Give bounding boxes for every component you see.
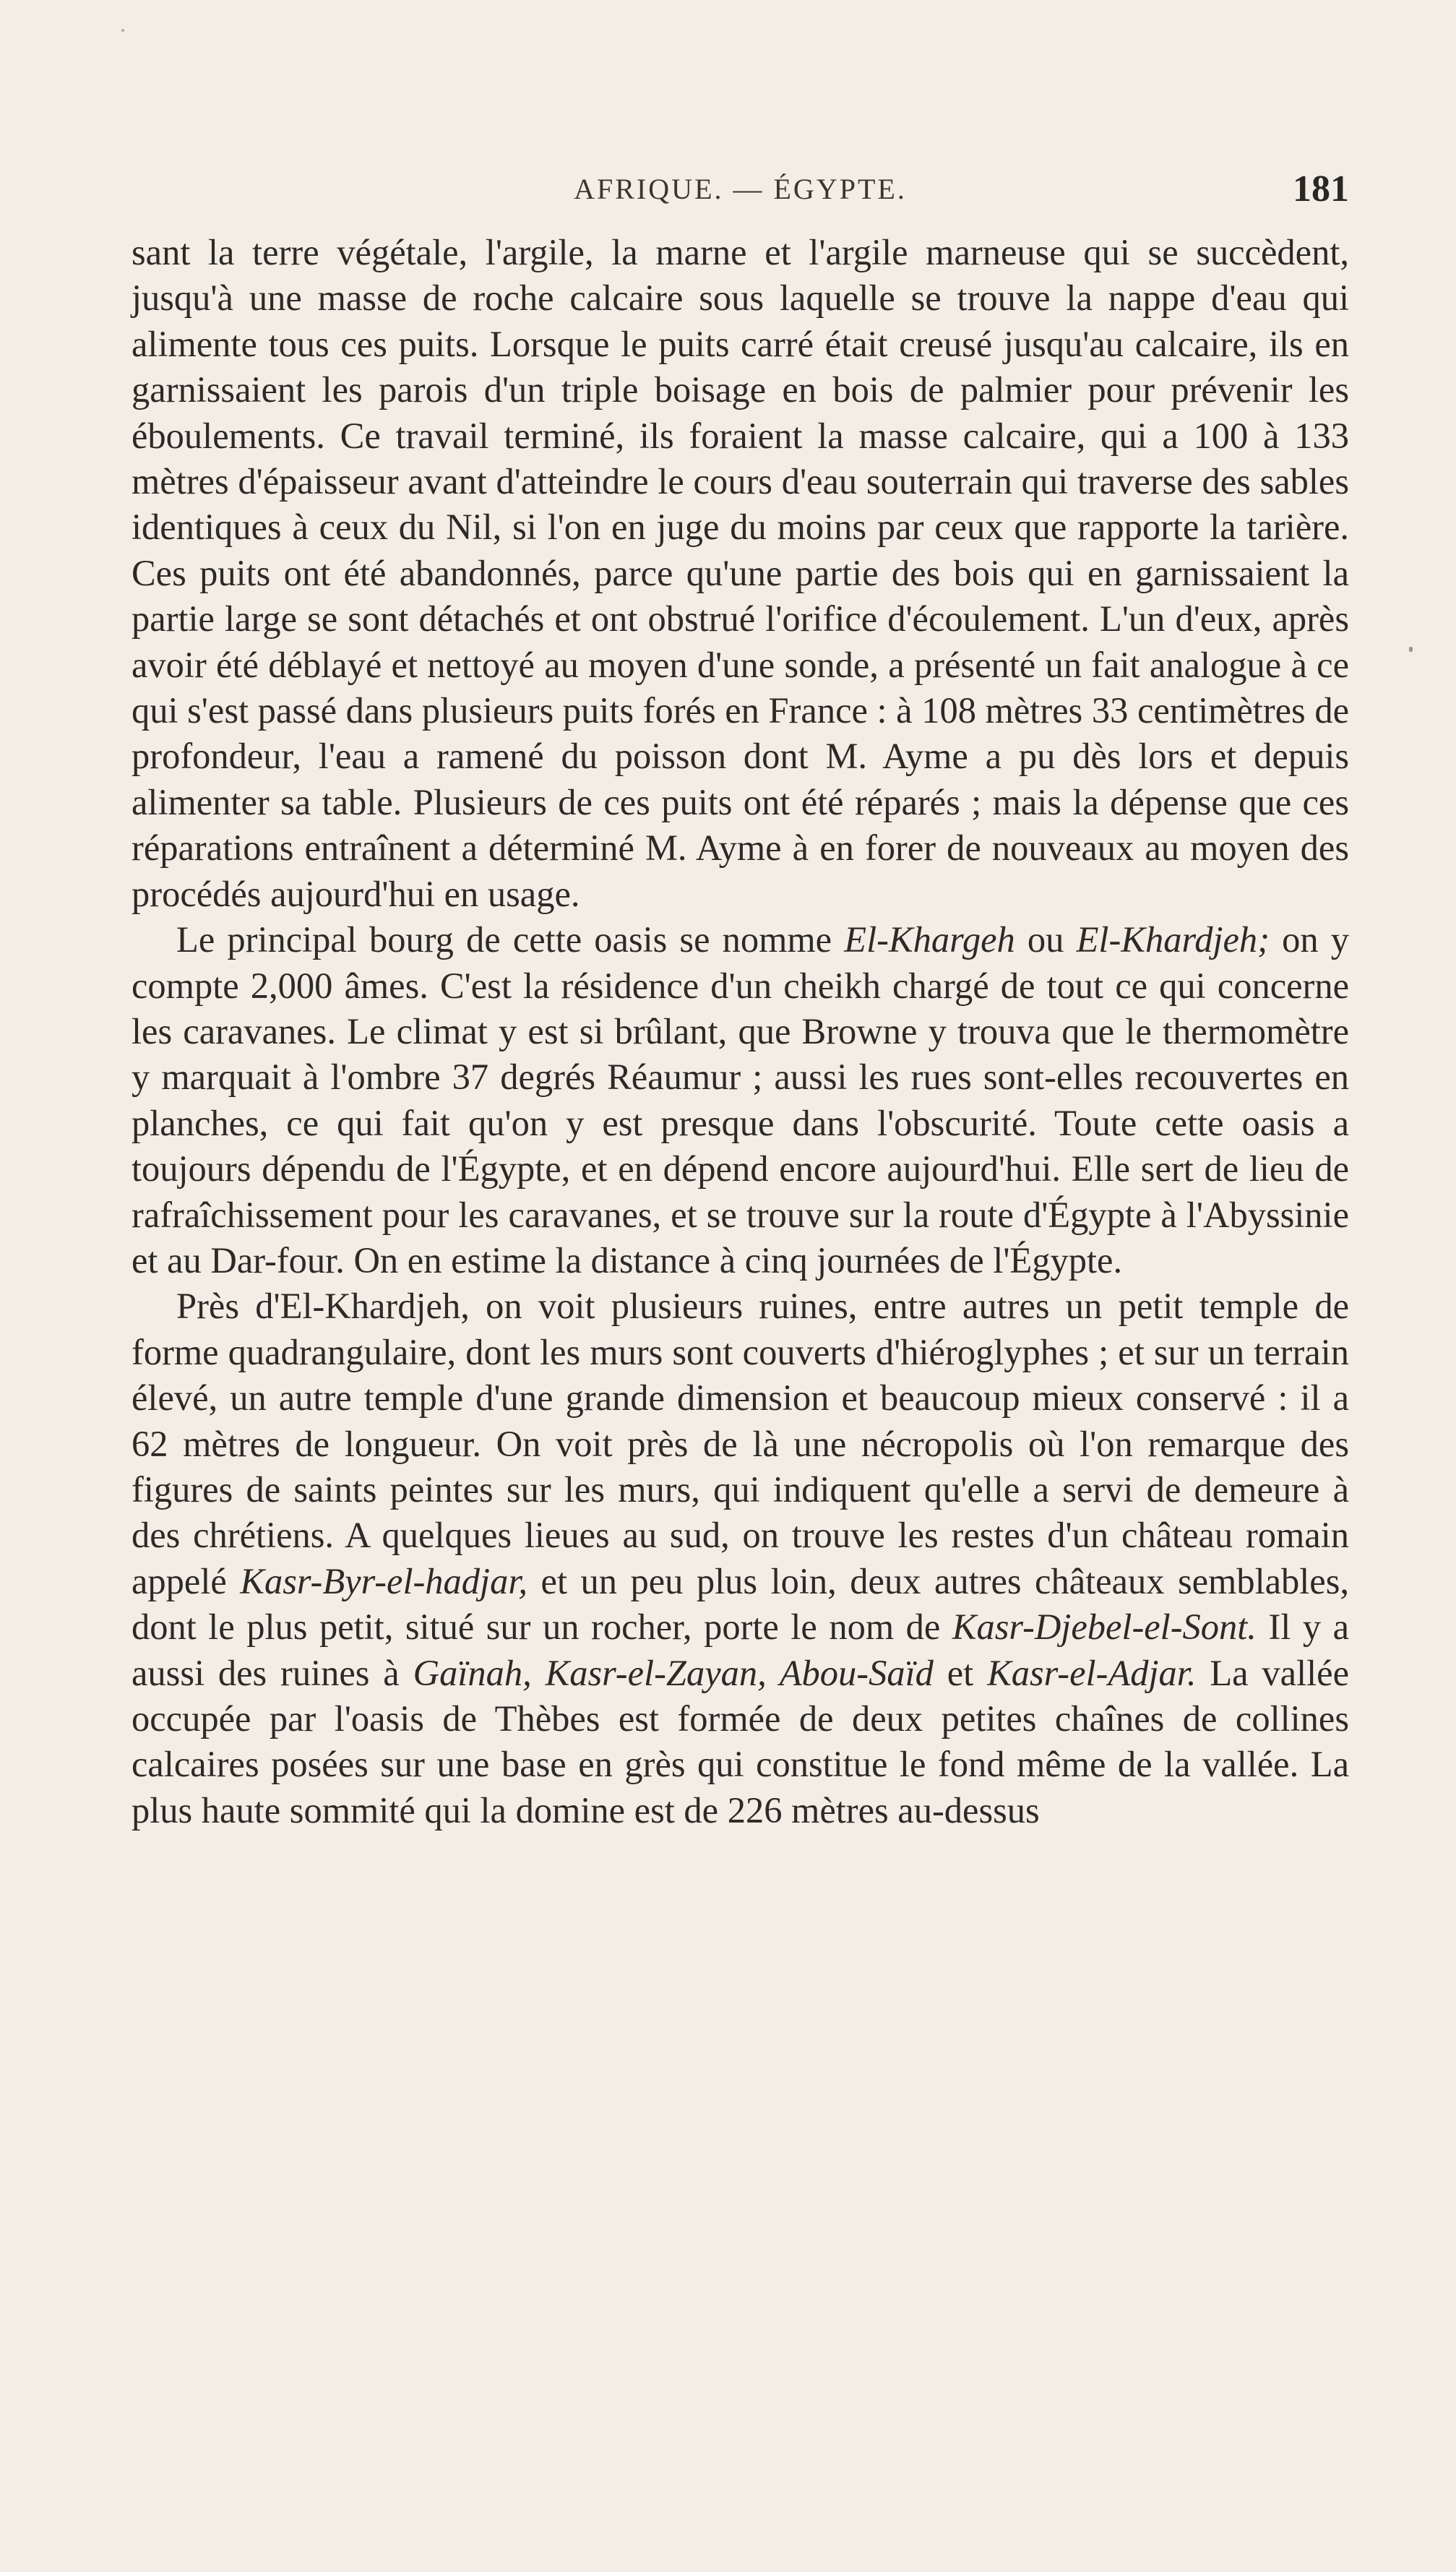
- paragraph-1: [132, 230, 1349, 917]
- place-name-kasr-byr-el-hadjar: Kasr-Byr-el-hadjar,: [240, 1560, 528, 1601]
- body-text: [132, 230, 1349, 1833]
- margin-speck: [1409, 647, 1413, 652]
- place-name-kasr-el-adjar: Kasr-el-Adjar.: [987, 1652, 1197, 1693]
- running-head: AFRIQUE. — ÉGYPTE.: [574, 173, 907, 205]
- paragraph-3-text-3: Il y a aussi des ruines à: [132, 1607, 1349, 1693]
- paragraph-2-text-2: ou: [1015, 919, 1077, 960]
- paragraph-3-text-4: et: [933, 1652, 988, 1693]
- paragraph-2-text-1: Le principal bourg de cette oasis se nomme: [176, 919, 845, 960]
- page-speck: [121, 29, 124, 32]
- paragraph-3: [132, 1283, 1349, 1833]
- paragraph-3-text-2: et un peu plus loin, deux autres châteaux semblables, dont le plus petit, situé sur un rocher, porte le nom de: [132, 1560, 1349, 1648]
- page-header: [132, 168, 1349, 211]
- paragraph-3-text-5: La vallée occupée par l'oasis de Thèbes est formée de deux petites chaînes de collines calcaires posées sur une base en grès qui constitue le fond même de la vallée. La plus haute sommité qui la domine est de 226 mètres au-dessus: [132, 1652, 1349, 1831]
- place-name-el-khargeh: El-Khargeh: [844, 919, 1015, 960]
- place-names-ruins: Gaïnah, Kasr-el-Zayan, Abou-Saïd: [413, 1652, 934, 1693]
- page-number: 181: [1293, 168, 1349, 210]
- paragraph-3-text-1: Près d'El-Khardjeh, on voit plusieurs ruines, entre autres un petit temple de forme quadrangulaire, dont les murs sont couverts d'hiéroglyphes ; et sur un terrain élevé, un autre temple d'une grande dimension et beaucoup mieux conservé : il a 62 mètres de longueur. On voit près de là une nécropolis où l'on remarque des figures de saints peintes sur les murs, qui indiquent qu'elle a servi de demeure à des chrétiens. A quelques lieues au sud, on trouve les restes d'un château romain appelé: [132, 1286, 1349, 1601]
- place-name-kasr-djebel-el-sont: Kasr-Djebel-el-Sont.: [952, 1607, 1257, 1648]
- place-name-el-khardjeh: El-Khardjeh;: [1076, 919, 1270, 960]
- paragraph-2: [132, 917, 1349, 1283]
- paragraph-2-text-3: on y compte 2,000 âmes. C'est la résidence d'un cheikh chargé de tout ce qui concerne les caravanes. Le climat y est si brûlant, que Browne y trouva que le thermomètre y marquait à l'ombre 37 degrés Réaumur ; aussi les rues sont-elles recouvertes en planches, ce qui fait qu'on y est presque dans l'obscurité. Toute cette oasis a toujours dépendu de l'Égypte, et en dépend encore aujourd'hui. Elle sert de lieu de rafraîchissement pour les caravanes, et se trouve sur la route d'Égypte à l'Abyssinie et au Dar-four. On en estime la distance à cinq journées de l'Égypte.: [132, 919, 1349, 1281]
- paragraph-1-text: sant la terre végétale, l'argile, la marne et l'argile marneuse qui se succèdent, jusqu'à une masse de roche calcaire sous laquelle se trouve la nappe d'eau qui alimente tous ces puits. Lorsque le puits carré était creusé jusqu'au calcaire, ils en garnissaient les parois d'un triple boisage en bois de palmier pour prévenir les éboulements. Ce travail terminé, ils foraient la masse calcaire, qui a 100 à 133 mètres d'épaisseur avant d'atteindre le cours d'eau souterrain qui traverse des sables identiques à ceux du Nil, si l'on en juge du moins par ceux que rapporte la tarière. Ces puits ont été abandonnés, parce qu'une partie des bois qui en garnissaient la partie large se sont détachés et ont obstrué l'orifice d'écoulement. L'un d'eux, après avoir été déblayé et nettoyé au moyen d'une sonde, a présenté un fait analogue à ce qui s'est passé dans plusieurs puits forés en France : à 108 mètres 33 centimètres de profondeur, l'eau a ramené du poisson dont M. Ayme a pu dès lors et depuis alimenter sa table. Plusieurs de ces puits ont été réparés ; mais la dépense que ces réparations entraînent a déterminé M. Ayme à en forer de nouveaux au moyen des procédés aujourd'hui en usage.: [132, 232, 1349, 914]
